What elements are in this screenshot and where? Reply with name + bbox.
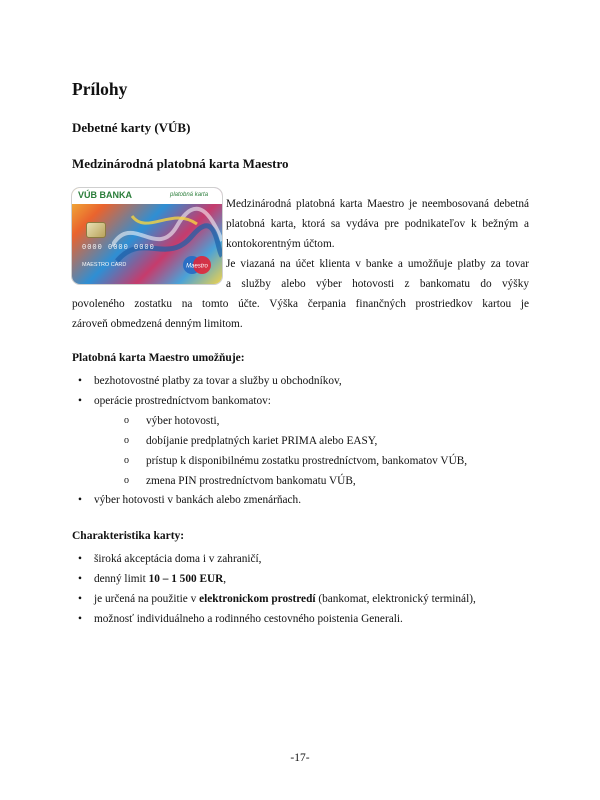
list-item: • široká akceptácia doma i v zahraničí, bbox=[94, 549, 476, 569]
svg-text:Maestro: Maestro bbox=[186, 263, 208, 270]
list-item-text: denný limit bbox=[94, 573, 149, 585]
list-item-text: (bankomat, elektronický terminál), bbox=[315, 593, 476, 605]
enables-list bbox=[94, 371, 342, 411]
list-item: o zmena PIN prostredníctvom bankomatu VÚB, bbox=[146, 471, 467, 491]
list-item bbox=[94, 589, 476, 609]
list-item: • operácie prostredníctvom bankomatov: bbox=[94, 391, 342, 411]
list-item-text: , bbox=[223, 573, 227, 585]
enables-list-end bbox=[94, 490, 301, 510]
atm-operations-list bbox=[146, 411, 467, 491]
maestro-card-image bbox=[72, 188, 222, 284]
list-item-text: je určená na použitie v bbox=[94, 593, 200, 605]
maestro-logo-icon bbox=[180, 254, 214, 276]
list-item: • bezhotovostné platby za tovar a služby u obchodníkov, bbox=[94, 371, 342, 391]
list-item: o dobíjanie predplatných kariet PRIMA alebo EASY, bbox=[146, 431, 467, 451]
environment-emphasis: elektronickom prostredí bbox=[199, 593, 316, 605]
list-item: • možnosť individuálneho a rodinného cestovného poistenia Generali. bbox=[94, 609, 476, 629]
characteristics-list bbox=[94, 549, 476, 629]
card-usage-line-3: povoleného zostatku na tomto účte. Výška čerpania finančných prostriedkov kartou je bbox=[72, 298, 529, 310]
vub-bank-logo: VÚB BANKA bbox=[78, 190, 132, 200]
card-description-paragraph: Medzinárodná platobná karta Maestro je neembosovaná debetná platobná karta, ktorá sa vydáva pre podnikateľov k bežným a kontokorentným účtom. bbox=[226, 198, 529, 250]
card-usage-line-4: zároveň obmedzená denným limitom. bbox=[72, 318, 243, 330]
card-usage-line-2: a služby alebo výber hotovosti z bankomatu do výšky bbox=[226, 278, 529, 290]
card-holder-placeholder: MAESTRO CARD bbox=[82, 262, 127, 268]
card-number-placeholder: 0000 0000 0000 bbox=[82, 244, 155, 252]
list-item bbox=[94, 569, 476, 589]
chip-icon bbox=[86, 222, 106, 238]
page-heading: Prílohy bbox=[72, 79, 128, 99]
section-subheading: Debetné karty (VÚB) bbox=[72, 120, 191, 135]
card-usage-line-1: Je viazaná na účet klienta v banke a umožňuje platby za tovar bbox=[226, 258, 529, 270]
list-item: • výber hotovosti v bankách alebo zmenárňach. bbox=[94, 490, 301, 510]
characteristics-title: Charakteristika karty: bbox=[72, 530, 185, 542]
list-item: o prístup k disponibilnému zostatku prostredníctvom, bankomatov VÚB, bbox=[146, 451, 467, 471]
card-subtitle: platobná karta bbox=[170, 192, 209, 198]
card-section-title: Medzinárodná platobná karta Maestro bbox=[72, 156, 289, 171]
page-number: -17- bbox=[290, 752, 310, 764]
list-item: o výber hotovosti, bbox=[146, 411, 467, 431]
daily-limit-value: 10 – 1 500 EUR bbox=[148, 573, 224, 585]
enables-title: Platobná karta Maestro umožňuje: bbox=[72, 352, 245, 364]
